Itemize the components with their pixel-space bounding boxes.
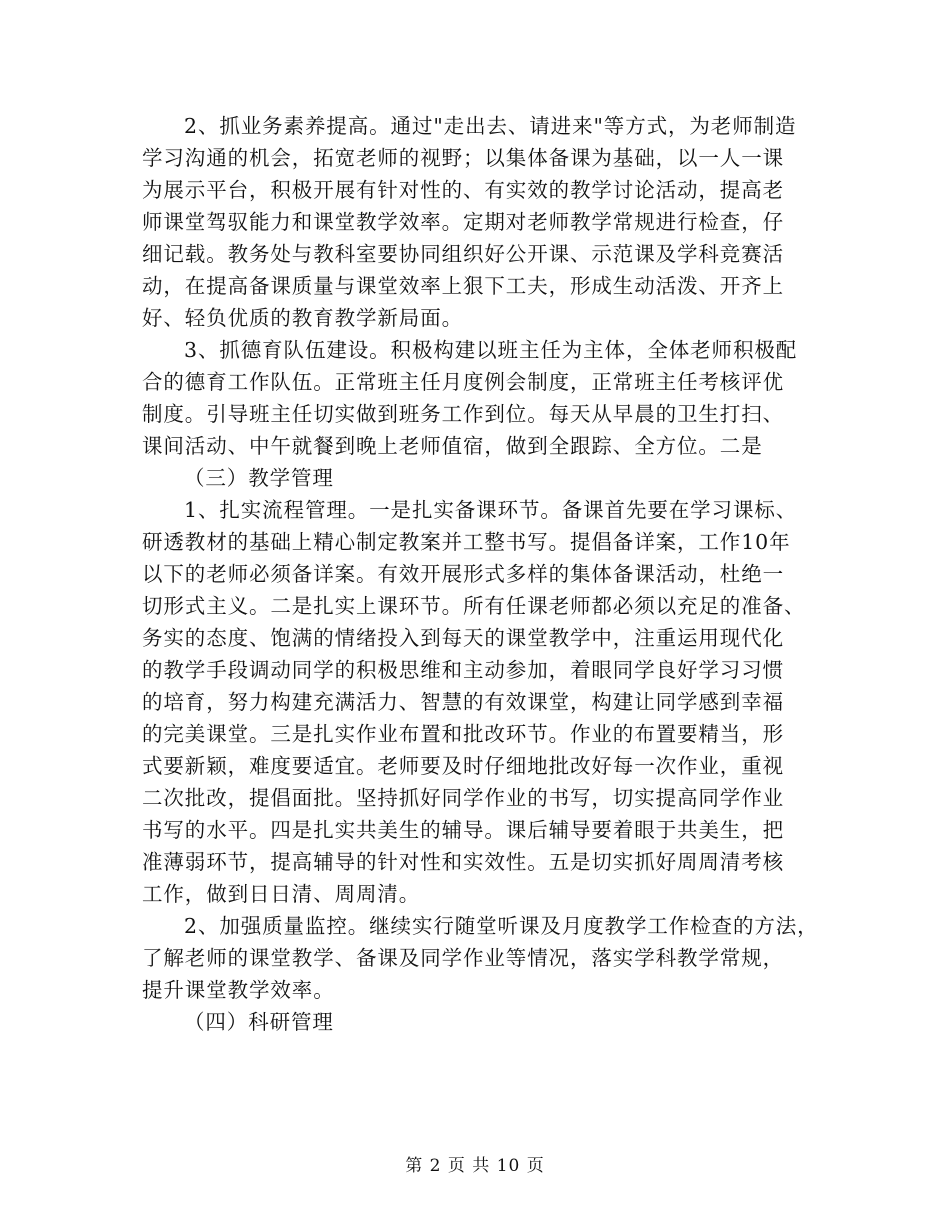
- paragraph-line: 的完美课堂。三是扎实作业布置和批改环节。作业的布置要精当，形: [142, 722, 784, 746]
- paragraph-line: 制度。引导班主任切实做到班务工作到位。每天从早晨的卫生打扫、: [142, 402, 784, 426]
- paragraph-line: 动，在提高备课质量与课堂效率上狠下工夫，形成生动活泼、开齐上: [142, 274, 784, 298]
- paragraph-line: 切形式主义。二是扎实上课环节。所有任课老师都必须以充足的准备、: [142, 594, 806, 618]
- paragraph-line: 好、轻负优质的教育教学新局面。: [142, 306, 463, 330]
- paragraph-line: 课间活动、中午就餐到晚上老师值宿，做到全跟踪、全方位。二是: [142, 434, 763, 458]
- section-heading: （三）教学管理: [184, 466, 334, 490]
- paragraph-line: 以下的老师必须备详案。有效开展形式多样的集体备课活动，杜绝一: [142, 562, 784, 586]
- paragraph-line: 二次批改，提倡面批。坚持抓好同学作业的书写，切实提高同学作业: [142, 786, 784, 810]
- paragraph-line: 的培育，努力构建充满活力、智慧的有效课堂，构建让同学感到幸福: [142, 690, 784, 714]
- section-heading: （四）科研管理: [184, 1010, 334, 1034]
- paragraph-line: 工作，做到日日清、周周清。: [142, 882, 421, 906]
- paragraph-line: 的教学手段调动同学的积极思维和主动参加，着眼同学良好学习习惯: [142, 658, 784, 682]
- paragraph-line: 为展示平台，积极开展有针对性的、有实效的教学讨论活动，提高老: [142, 178, 784, 202]
- paragraph-line: 3、抓德育队伍建设。积极构建以班主任为主体，全体老师积极配: [184, 338, 798, 362]
- paragraph-line: 务实的态度、饱满的情绪投入到每天的课堂教学中，注重运用现代化: [142, 626, 784, 650]
- paragraph-line: 学习沟通的机会，拓宽老师的视野；以集体备课为基础，以一人一课: [142, 146, 784, 170]
- paragraph-line: 研透教材的基础上精心制定教案并工整书写。提倡备详案，工作10年: [142, 530, 791, 554]
- paragraph-line: 师课堂驾驭能力和课堂教学效率。定期对老师教学常规进行检查，仔: [142, 210, 784, 234]
- paragraph-line: 细记载。教务处与教科室要协同组织好公开课、示范课及学科竞赛活: [142, 242, 784, 266]
- page-number-footer: 第 2 页 共 10 页: [405, 1156, 545, 1176]
- paragraph-line: 1、扎实流程管理。一是扎实备课环节。备课首先要在学习课标、: [184, 498, 798, 522]
- paragraph-line: 式要新颖，难度要适宜。老师要及时仔细地批改好每一次作业，重视: [142, 754, 784, 778]
- paragraph-line: 了解老师的课堂教学、备课及同学作业等情况，落实学科教学常规，: [142, 946, 784, 970]
- paragraph-line: 2、抓业务素养提高。通过"走出去、请进来"等方式，为老师制造: [184, 114, 797, 138]
- paragraph-line: 准薄弱环节，提高辅导的针对性和实效性。五是切实抓好周周清考核: [142, 850, 784, 874]
- paragraph-line: 书写的水平。四是扎实共美生的辅导。课后辅导要着眼于共美生，把: [142, 818, 784, 842]
- paragraph-line: 合的德育工作队伍。正常班主任月度例会制度，正常班主任考核评优: [142, 370, 784, 394]
- paragraph-line: 提升课堂教学效率。: [142, 978, 335, 1002]
- paragraph-line: 2、加强质量监控。继续实行随堂听课及月度教学工作检查的方法，: [184, 914, 819, 938]
